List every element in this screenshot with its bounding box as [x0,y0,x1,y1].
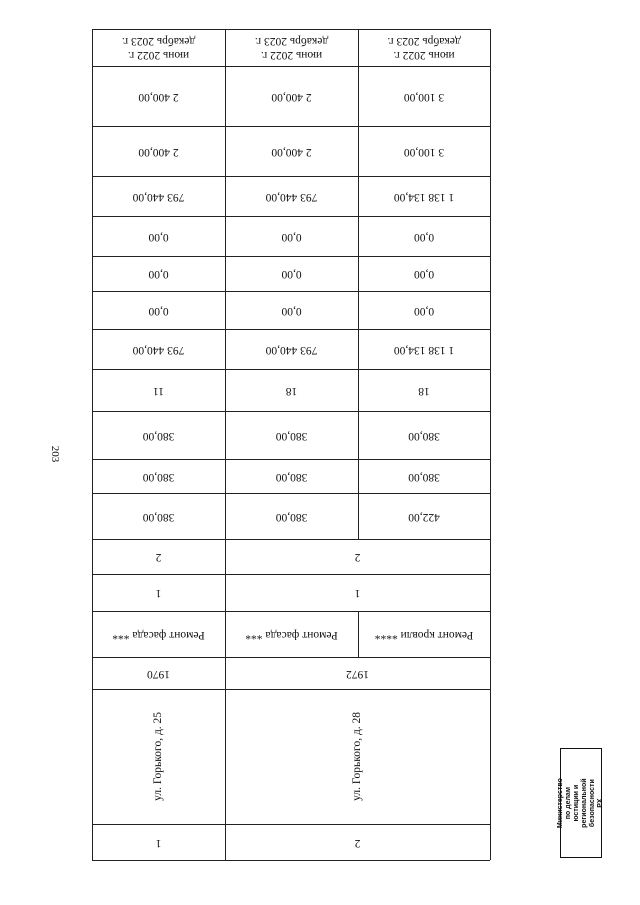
cell-r2b-value_11-text: 18 [418,384,430,397]
cell-r2b-cost_2-text: 380,00 [408,470,440,483]
cell-r2-number [225,824,490,860]
cell-r2-count-text: 1 [354,587,361,600]
cell-r1-price_2-text: 2 400,00 [138,90,179,103]
cell-r1-price_1 [92,126,225,176]
cell-r2b-zero_1 [358,291,490,329]
cell-r1-year [92,657,225,689]
page-number: 203 [49,445,61,463]
cell-r1-address [92,689,225,824]
cell-r2b-total_2 [358,176,490,216]
cell-r2b-cost_3-text: 380,00 [408,429,440,442]
cell-r2-count [225,574,490,611]
cell-r2b-zero_3-text: 0,00 [413,230,435,243]
cell-r1-count [92,574,225,611]
cell-r1-total-text: 793 440,00 [132,343,185,356]
cell-r2-year [225,657,490,689]
cell-r2-year-text: 1972 [346,667,369,680]
cell-r1-period-text: июнь 2022 г. декабрь 2023 г. [121,35,196,61]
cell-r1-price_1-text: 2 400,00 [138,145,179,158]
cell-r2b-cost_1-text: 422,00 [408,510,440,523]
cell-r2b-zero_3 [358,216,490,256]
cell-r1-count-text: 1 [155,587,162,600]
cell-r1-zero_2 [92,256,225,291]
cell-r2a-cost_1 [225,493,358,539]
cell-r2a-period [225,29,358,66]
cell-r1-cost_1 [92,493,225,539]
cell-r1-cost_1-text: 380,00 [142,510,175,523]
cell-r1-address-text: ул. Горького, д. 25 [151,712,164,801]
cell-r1-type [92,611,225,657]
cell-r2a-price_1 [225,126,358,176]
cell-r1-cost_3-text: 380,00 [142,429,175,442]
cell-r1-zero_3 [92,216,225,256]
cell-r2b-period-text: июнь 2022 г. декабрь 2023 г. [387,35,461,61]
cell-r2a-total [225,329,358,369]
cell-r2a-cost_2 [225,459,358,493]
table-border-right [490,29,491,860]
cell-r2b-type [358,611,490,657]
cell-r2b-zero_2-text: 0,00 [413,268,435,281]
cell-r2b-price_1 [358,126,490,176]
ministry-stamp [556,748,605,858]
cell-r2-address [225,689,490,824]
cell-r1-number [92,824,225,860]
stamp-text: Министерство по делам юстиции и региональной безопасности РХ [556,778,605,828]
cell-r1-number-text: 1 [155,836,162,849]
cell-r1-zero_2-text: 0,00 [148,268,169,281]
cell-r2a-type [225,611,358,657]
cell-r1-year-text: 1970 [147,667,170,680]
cell-r2b-type-text: Ремонт кровли **** [374,628,474,641]
cell-r2a-total_2-text: 793 440,00 [265,190,318,203]
cell-r1-cost_3 [92,411,225,459]
cell-r2a-cost_3-text: 380,00 [275,429,308,442]
cell-r2b-total_2-text: 1 138 134,00 [393,190,455,203]
cell-r2b-zero_2 [358,256,490,291]
cell-r2a-zero_3 [225,216,358,256]
table-border-bottom [92,860,490,861]
cell-r1-total_2-text: 793 440,00 [132,190,185,203]
cell-r2a-price_1-text: 2 400,00 [271,145,312,158]
cell-r2a-price_2-text: 2 400,00 [271,90,312,103]
cell-r2b-total [358,329,490,369]
cell-r2a-zero_2 [225,256,358,291]
cell-r2a-zero_2-text: 0,00 [281,268,302,281]
cell-r2a-zero_1-text: 0,00 [281,304,302,317]
cell-r1-value_11 [92,369,225,411]
cell-r2b-zero_1-text: 0,00 [413,304,435,317]
cell-r2b-value_11 [358,369,490,411]
cell-r2a-type-text: Ремонт фасада *** [245,628,338,641]
cell-r1-cost_2-text: 380,00 [142,470,175,483]
cell-r2a-total_2 [225,176,358,216]
cell-r2b-period [358,29,490,66]
cell-r2b-price_2-text: 3 100,00 [403,90,445,103]
cell-r2a-value_11 [225,369,358,411]
cell-r1-total_2 [92,176,225,216]
cell-r1-zero_1 [92,291,225,329]
cell-r1-price_2 [92,66,225,126]
cell-r2a-price_2 [225,66,358,126]
cell-r1-total [92,329,225,369]
cell-r2b-price_2 [358,66,490,126]
cell-r1-category-text: 2 [155,551,162,564]
cell-r1-zero_1-text: 0,00 [148,304,169,317]
cell-r1-cost_2 [92,459,225,493]
cell-r1-category [92,539,225,574]
cell-r1-period [92,29,225,66]
cell-r2b-price_1-text: 3 100,00 [403,145,445,158]
cell-r1-type-text: Ремонт фасада *** [112,628,205,641]
cell-r2a-period-text: июнь 2022 г. декабрь 2023 г. [254,35,329,61]
cell-r2b-total-text: 1 138 134,00 [393,343,455,356]
cell-r2a-cost_1-text: 380,00 [275,510,308,523]
cell-r2-category [225,539,490,574]
cell-r2-address-text: ул. Горького, д. 28 [350,712,363,801]
repair-table [92,29,490,860]
cell-r2b-cost_3 [358,411,490,459]
cell-r2-number-text: 2 [354,836,361,849]
cell-r2a-zero_1 [225,291,358,329]
cell-r2b-cost_1 [358,493,490,539]
cell-r2a-cost_3 [225,411,358,459]
cell-r2a-total-text: 793 440,00 [265,343,318,356]
cell-r1-value_11-text: 11 [152,384,165,397]
cell-r2b-cost_2 [358,459,490,493]
cell-r2-category-text: 2 [354,551,361,564]
cell-r2a-cost_2-text: 380,00 [275,470,308,483]
cell-r2a-value_11-text: 18 [285,384,298,397]
cell-r1-zero_3-text: 0,00 [148,230,169,243]
cell-r2a-zero_3-text: 0,00 [281,230,302,243]
